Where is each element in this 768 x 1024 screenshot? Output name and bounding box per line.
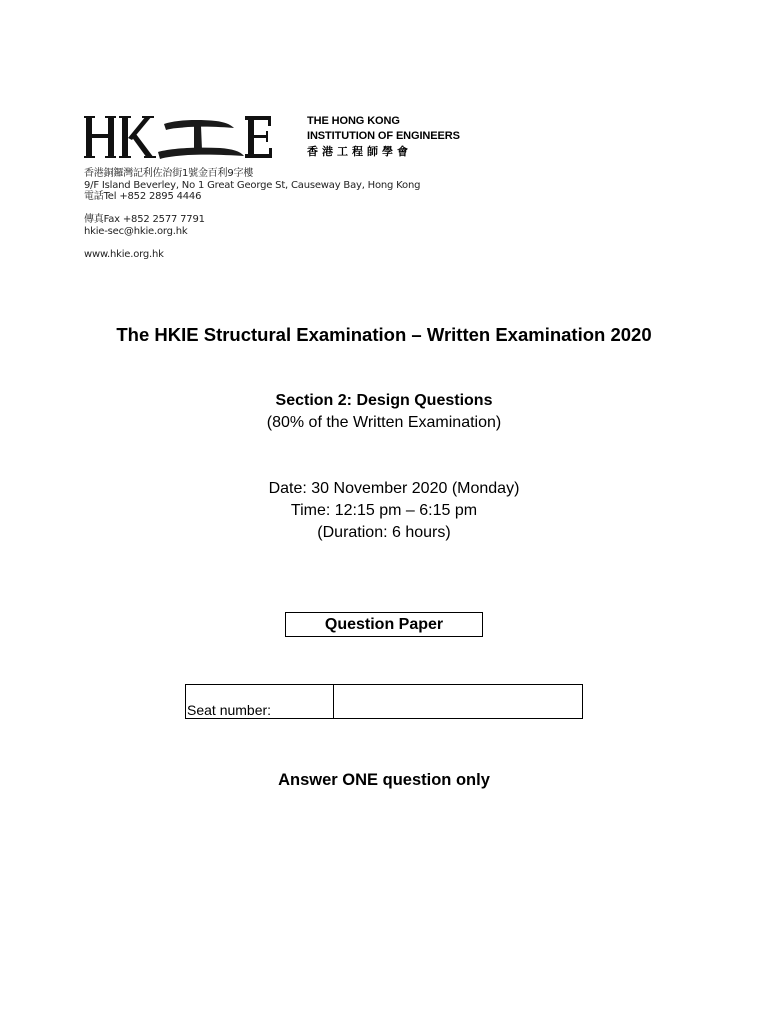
org-name-line2: INSTITUTION OF ENGINEERS	[307, 130, 460, 142]
seat-number-label: Seat number:	[187, 702, 272, 718]
org-name-chinese: 香港工程師學會	[307, 145, 412, 158]
phone-fax-row	[84, 191, 464, 226]
address-block	[84, 168, 464, 260]
address-english: 9/F Island Beverley, No 1 Great George St, Causeway Bay, Hong Kong	[84, 179, 421, 191]
seat-number-table	[185, 684, 583, 719]
org-name-line1: THE HONG KONG	[307, 115, 400, 127]
organization-names	[307, 114, 467, 159]
email-web-row	[84, 226, 464, 261]
exam-title: The HKIE Structural Examination – Written Examination 2020	[116, 324, 652, 345]
question-paper-label: Question Paper	[285, 612, 483, 637]
section-title: Section 2: Design Questions	[275, 392, 493, 409]
website: www.hkie.org.hk	[84, 248, 164, 260]
answer-instruction: Answer ONE question only	[278, 771, 490, 789]
email: hkie-sec@hkie.org.hk	[84, 225, 188, 237]
letterhead	[84, 112, 464, 260]
hkie-logo	[84, 112, 274, 162]
exam-time: Time: 12:15 pm – 6:15 pm	[290, 502, 478, 519]
seat-label-cell	[186, 685, 334, 718]
fax: 傳真Fax +852 2577 7791	[84, 214, 205, 225]
section-weight: (80% of the Written Examination)	[266, 414, 502, 431]
exam-duration: (Duration: 6 hours)	[317, 524, 451, 541]
address-chinese: 香港銅鑼灣記利佐治街1號金百利9字樓	[84, 168, 254, 179]
exam-date: Date: 30 November 2020 (Monday)	[268, 480, 520, 497]
hkie-logo-icon	[84, 112, 274, 162]
telephone: 電話Tel +852 2895 4446	[84, 191, 202, 202]
seat-number-field[interactable]	[334, 685, 582, 718]
